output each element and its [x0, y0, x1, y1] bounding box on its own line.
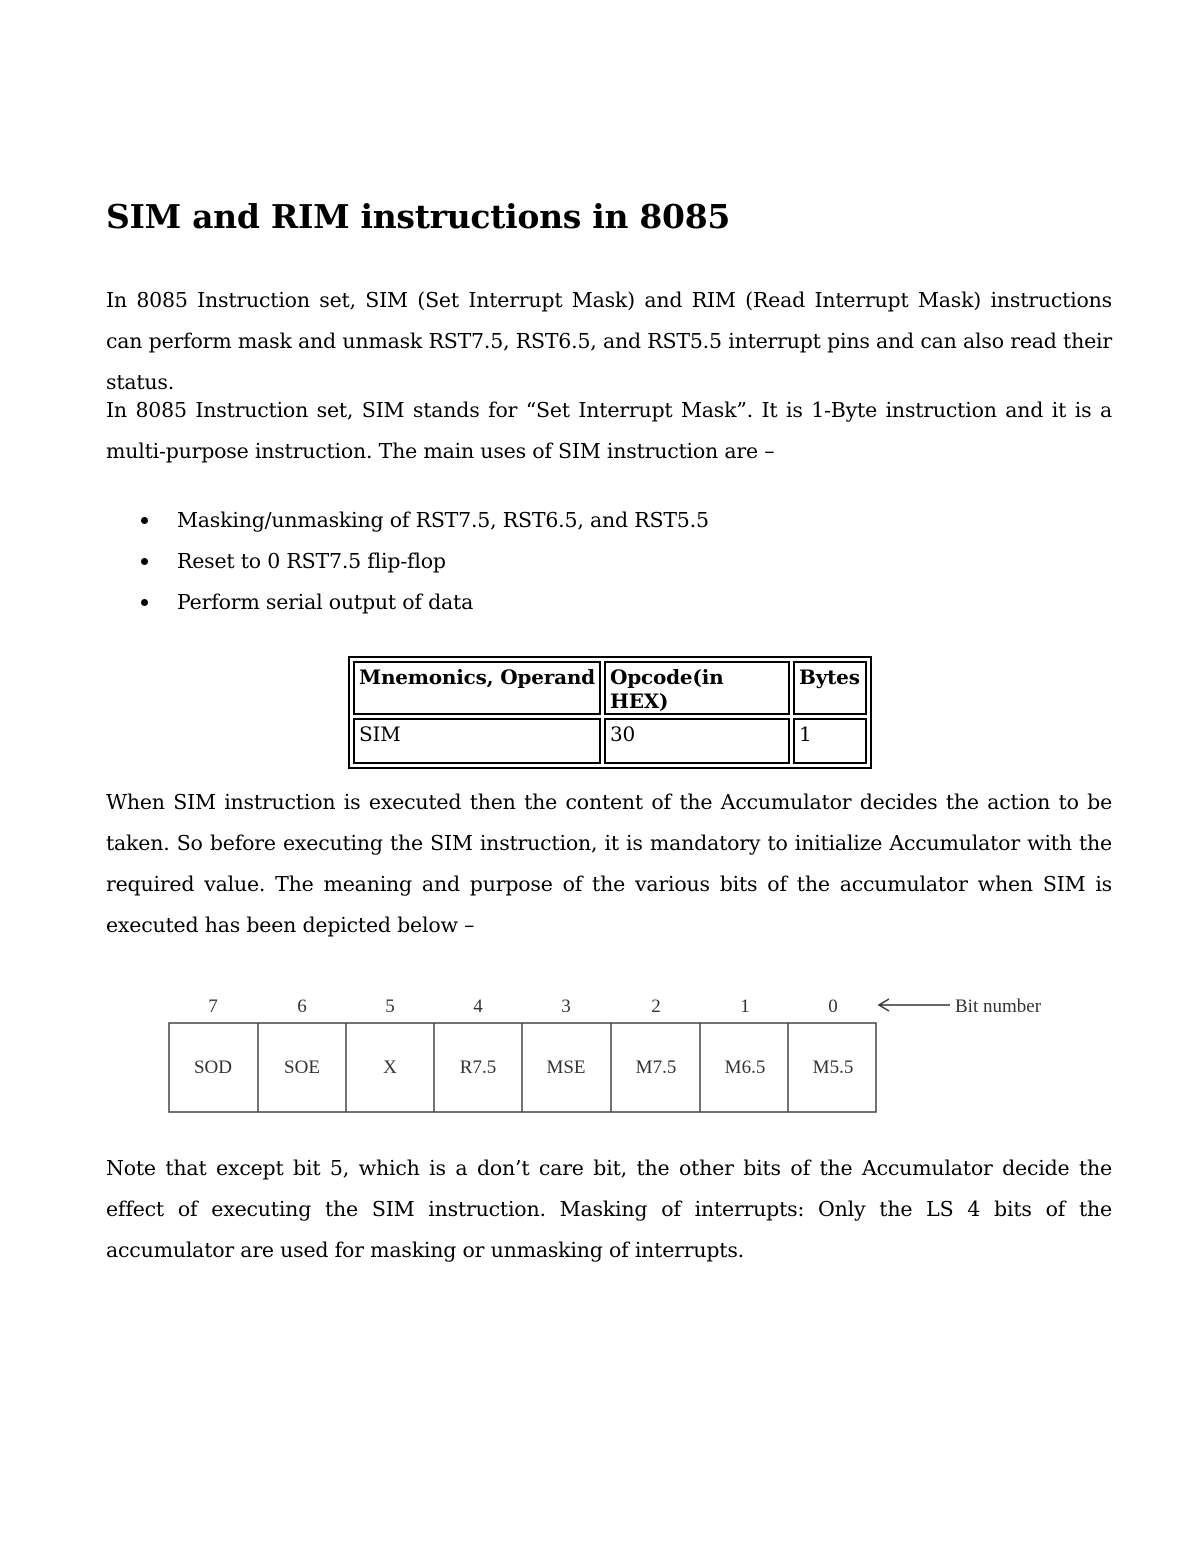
bit-number-label: 6 — [297, 996, 307, 1017]
bit-number-label: 3 — [561, 996, 571, 1017]
bit-field-sod: SOD — [193, 1057, 233, 1078]
bit-field-m65: M6.5 — [724, 1057, 766, 1078]
bit-field-soe: SOE — [284, 1057, 320, 1078]
bit-field-x: X — [383, 1057, 397, 1078]
table-header-opcode: Opcode(in HEX) — [604, 661, 790, 715]
bit-number-caption: Bit number — [955, 996, 1042, 1017]
list-item-text: Reset to 0 RST7.5 flip-flop — [177, 549, 446, 573]
bit-number-label: 5 — [385, 996, 395, 1017]
sim-definition-paragraph: In 8085 Instruction set, SIM stands for “Set Interrupt Mask”. It is 1-Byte instruction and it is a multi-purpose instruction. The main uses of SIM instruction are – — [106, 398, 1112, 463]
bit-number-label: 4 — [473, 996, 483, 1017]
intro-paragraph: In 8085 Instruction set, SIM (Set Interrupt Mask) and RIM (Read Interrupt Mask) instructions can perform mask and unmask RST7.5, RST6.5, and RST5.5 interrupt pins and can also read their status. — [106, 288, 1112, 394]
list-item-text: Masking/unmasking of RST7.5, RST6.5, and RST5.5 — [177, 508, 709, 532]
bit-number-label: 2 — [651, 996, 661, 1017]
accumulator-paragraph: When SIM instruction is executed then the content of the Accumulator decides the action to be taken. So before executing the SIM instruction, it is mandatory to initialize Accumulator with the required value. The meaning and purpose of the various bits of the accumulator when SIM is executed has been depicted below – — [106, 790, 1112, 937]
bit-number-arrow — [879, 999, 950, 1011]
bit-field-mse: MSE — [546, 1057, 586, 1078]
bit-number-label: 1 — [740, 996, 750, 1017]
table-header-bytes: Bytes — [793, 661, 867, 715]
bit-field-m55: M5.5 — [812, 1057, 854, 1078]
table-cell-opcode: 30 — [604, 718, 790, 764]
bit-number-label: 7 — [208, 996, 218, 1017]
bit-field-r75: R7.5 — [459, 1057, 497, 1078]
bit-number-label: 0 — [828, 996, 838, 1017]
note-paragraph: Note that except bit 5, which is a don’t care bit, the other bits of the Accumulator decide the effect of executing the SIM instruction. Masking of interrupts: Only the LS 4 bits of the accumulator are used for masking or unmasking of interrupts. — [106, 1156, 1112, 1262]
table-cell-bytes: 1 — [793, 718, 867, 764]
list-item-text: Perform serial output of data — [177, 590, 474, 614]
table-cell-mnemonic: SIM — [353, 718, 601, 764]
page-title: SIM and RIM instructions in 8085 — [106, 197, 731, 236]
bit-cells-grid — [169, 1023, 876, 1112]
bit-field-m75: M7.5 — [635, 1057, 677, 1078]
table-header-mnemonics: Mnemonics, Operand — [353, 661, 601, 715]
